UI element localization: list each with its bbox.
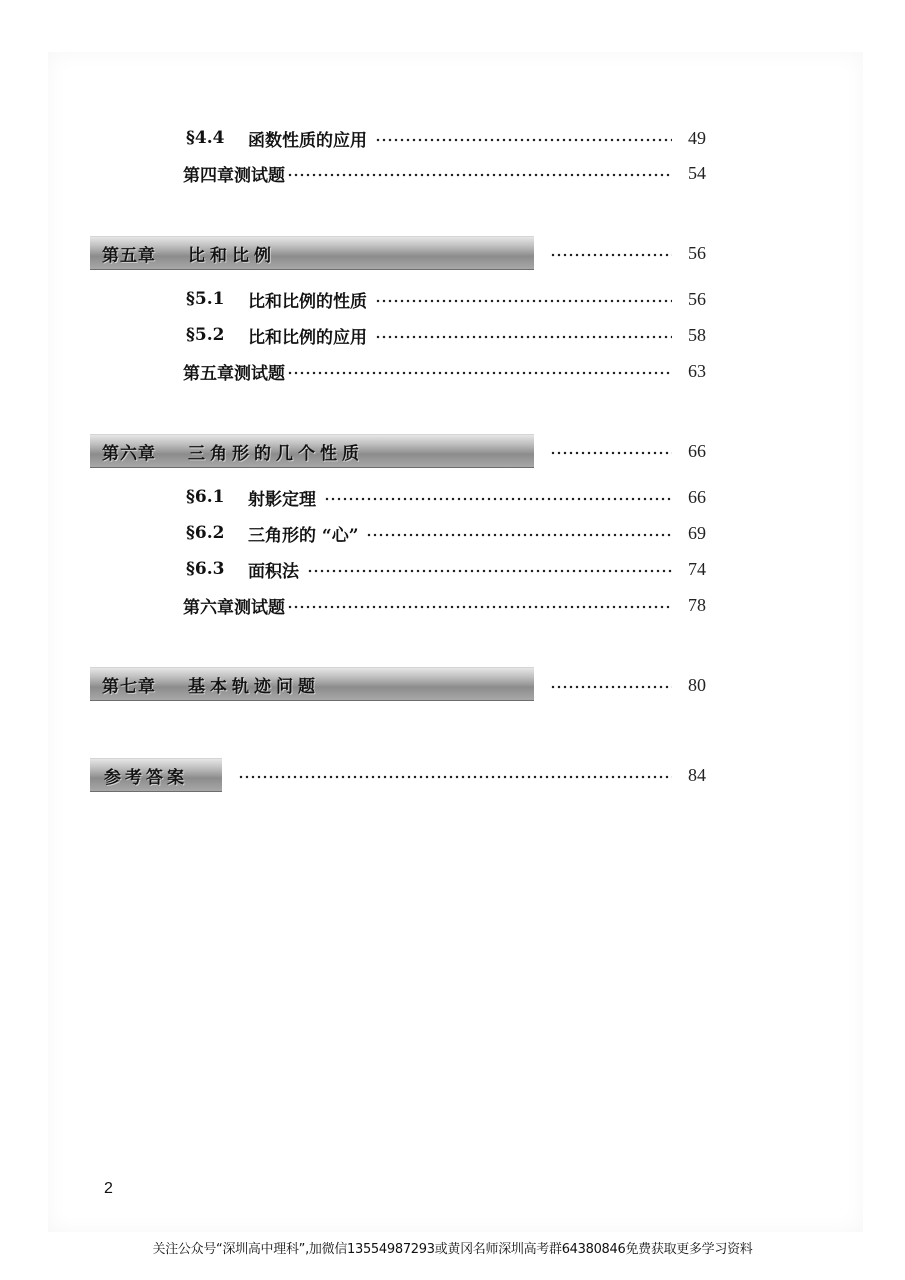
- dot-leader: [550, 685, 672, 689]
- section-number: §6.3: [186, 559, 225, 579]
- page-ref: 49: [688, 127, 706, 148]
- section-title: 比和比例的性质: [248, 291, 367, 312]
- chapter-title: 基本轨迹问题: [188, 676, 320, 697]
- dot-leader: [375, 335, 672, 339]
- section-title: 函数性质的应用: [248, 130, 367, 151]
- dot-leader: [366, 533, 672, 537]
- chapter-5-page-row: [550, 238, 706, 268]
- toc-entry-test-4[interactable]: [183, 158, 706, 188]
- chapter-number: 第五章: [102, 245, 156, 266]
- chapter-number: 第七章: [102, 676, 156, 697]
- answers-page-row: [238, 760, 706, 790]
- dot-leader: [324, 497, 672, 501]
- section-number: §4.4: [186, 128, 225, 148]
- toc-entry-5-1[interactable]: [186, 284, 706, 314]
- section-title: 射影定理: [248, 489, 316, 510]
- page-ref: 80: [688, 674, 706, 695]
- chapter-title: 比和比例: [188, 245, 276, 266]
- section-number: §5.2: [186, 325, 225, 345]
- chapter-7-page-row: [550, 670, 706, 700]
- section-number: §6.2: [186, 523, 225, 543]
- toc-entry-test-5[interactable]: [183, 356, 706, 386]
- page-ref: 84: [688, 764, 706, 785]
- section-number: §5.1: [186, 289, 225, 309]
- dot-leader: [375, 138, 672, 142]
- test-title: 第五章测试题: [183, 363, 285, 384]
- section-title: 比和比例的应用: [248, 327, 367, 348]
- dot-leader: [287, 605, 672, 609]
- page-ref: 56: [688, 242, 706, 263]
- section-number: §6.1: [186, 487, 225, 507]
- dot-leader: [238, 775, 672, 779]
- dot-leader: [550, 253, 672, 257]
- answers-banner[interactable]: [90, 758, 222, 792]
- toc-entry-test-6[interactable]: [183, 590, 706, 620]
- page-ref: 69: [688, 522, 706, 543]
- answers-title: 参考答案: [104, 767, 188, 788]
- footer-promo-text: 关注公众号“深圳高中理科”,加微信13554987293或黄冈名师深圳高考群64380846免费获取更多学习资料: [152, 1242, 753, 1257]
- chapter-6-page-row: [550, 436, 706, 466]
- dot-leader: [550, 451, 672, 455]
- chapter-banner-6[interactable]: [90, 434, 534, 468]
- dot-leader: [287, 371, 672, 375]
- dot-leader: [307, 569, 672, 573]
- chapter-title: 三角形的几个性质: [188, 443, 364, 464]
- scan-shadow: [48, 52, 863, 1232]
- dot-leader: [287, 173, 672, 177]
- page-ref: 74: [688, 558, 706, 579]
- section-title: 三角形的 “心”: [248, 525, 359, 546]
- page-ref: 66: [688, 486, 706, 507]
- chapter-number: 第六章: [102, 443, 156, 464]
- toc-entry-6-3[interactable]: [186, 554, 706, 584]
- test-title: 第四章测试题: [183, 165, 285, 186]
- test-title: 第六章测试题: [183, 597, 285, 618]
- page-ref: 78: [688, 594, 706, 615]
- page-ref: 66: [688, 440, 706, 461]
- toc-entry-6-2[interactable]: [186, 518, 706, 548]
- dot-leader: [375, 299, 672, 303]
- toc-entry-4-4[interactable]: [186, 123, 706, 153]
- page-ref: 58: [688, 324, 706, 345]
- page-ref: 56: [688, 288, 706, 309]
- page-ref: 54: [688, 162, 706, 183]
- toc-entry-5-2[interactable]: [186, 320, 706, 350]
- chapter-banner-5[interactable]: [90, 236, 534, 270]
- page-number: 2: [104, 1180, 113, 1197]
- chapter-banner-7[interactable]: [90, 667, 534, 701]
- toc-entry-6-1[interactable]: [186, 482, 706, 512]
- section-title: 面积法: [248, 561, 299, 582]
- page-ref: 63: [688, 360, 706, 381]
